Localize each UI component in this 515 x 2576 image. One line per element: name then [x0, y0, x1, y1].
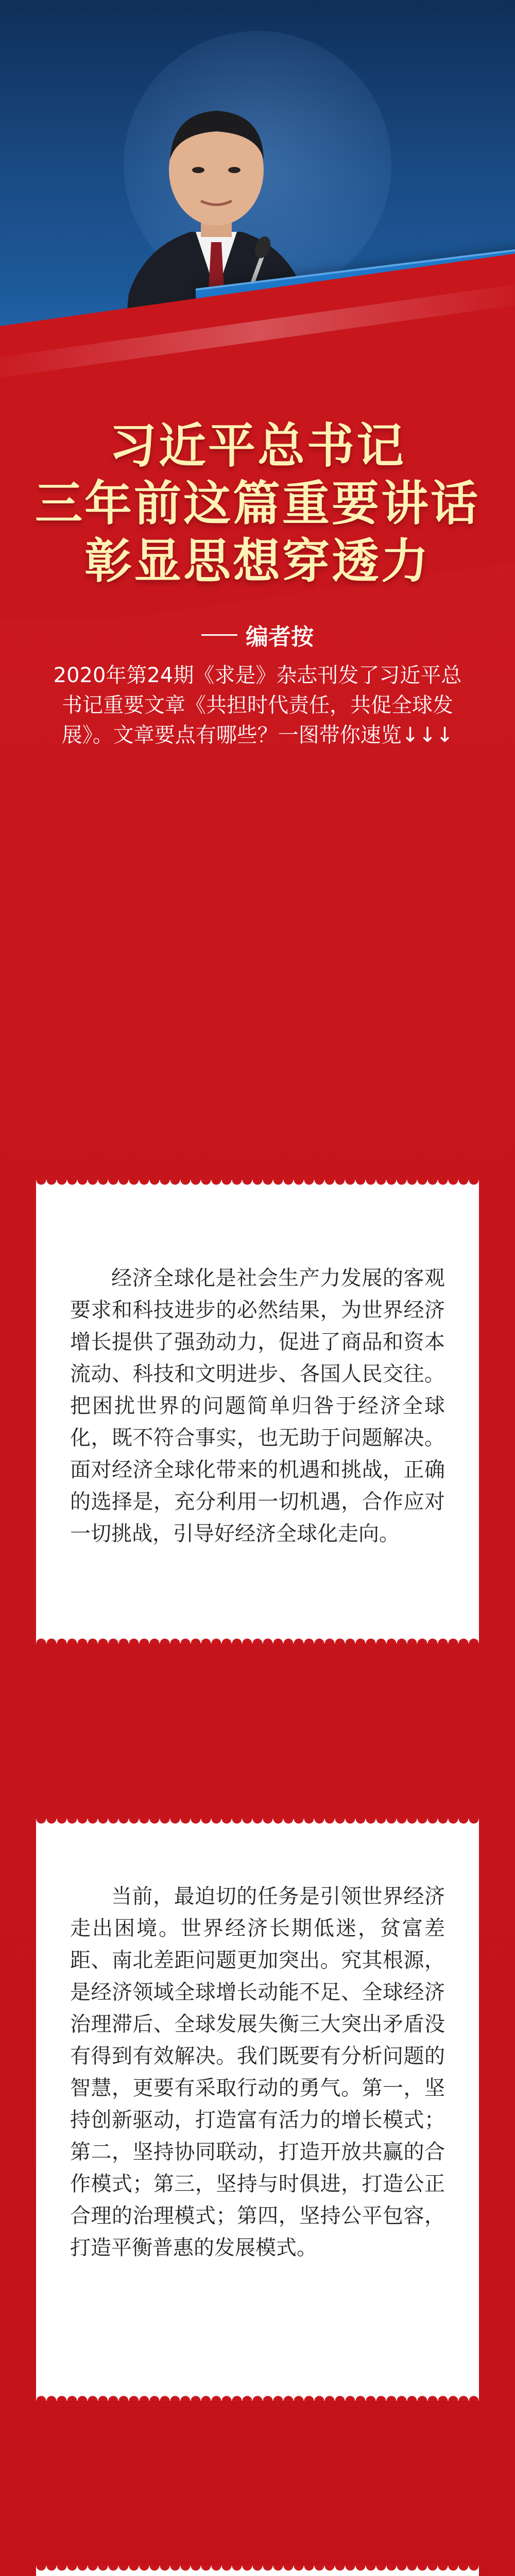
content-card-2	[36, 1819, 479, 2401]
content-card-1	[36, 1180, 479, 1643]
heading-dash-left	[201, 634, 237, 636]
editor-note	[46, 618, 469, 750]
editor-note-body: 2020年第24期《求是》杂志刊发了习近平总书记重要文章《共担时代责任，共促全球发展》。文章要点有哪些？一图带你速览↓↓↓	[53, 664, 462, 747]
content-card-3	[36, 2566, 479, 2576]
card-2-text: 当前，最迫切的任务是引领世界经济走出困境。世界经济长期低迷，贫富差距、南北差距问题更加突出。究其根源，是经济领域全球增长动能不足、全球经济治理滞后、全球发展失衡三大突出矛盾没有得到有效解决。我们既要有分析问题的智慧，更要有采取行动的勇气。第一，坚持创新驱动，打造富有活力的增长模式；第二，坚持协同联动，打造开放共赢的合作模式；第三，坚持与时俱进，打造公正合理的治理模式；第四，坚持公平包容，打造平衡普惠的发展模式。	[70, 1885, 445, 2260]
editor-note-heading-text: 编者按	[246, 624, 314, 650]
title-line-3: 彰显思想穿透力	[84, 534, 431, 589]
title-line-1: 习近平总书记	[109, 418, 406, 473]
editor-note-heading	[46, 618, 469, 651]
card-1-text: 经济全球化是社会生产力发展的客观要求和科技进步的必然结果，为世界经济增长提供了强劲动力，促进了商品和资本流动、科技和文明进步、各国人民交往。把困扰世界的问题简单归咎于经济全球化，既不符合事实，也无助于问题解决。面对经济全球化带来的机遇和挑战，正确的选择是，充分利用一切机遇，合作应对一切挑战，引导好经济全球化走向。	[70, 1266, 445, 1546]
title-line-2: 三年前这篇重要讲话	[35, 476, 480, 531]
page-title	[0, 417, 515, 590]
